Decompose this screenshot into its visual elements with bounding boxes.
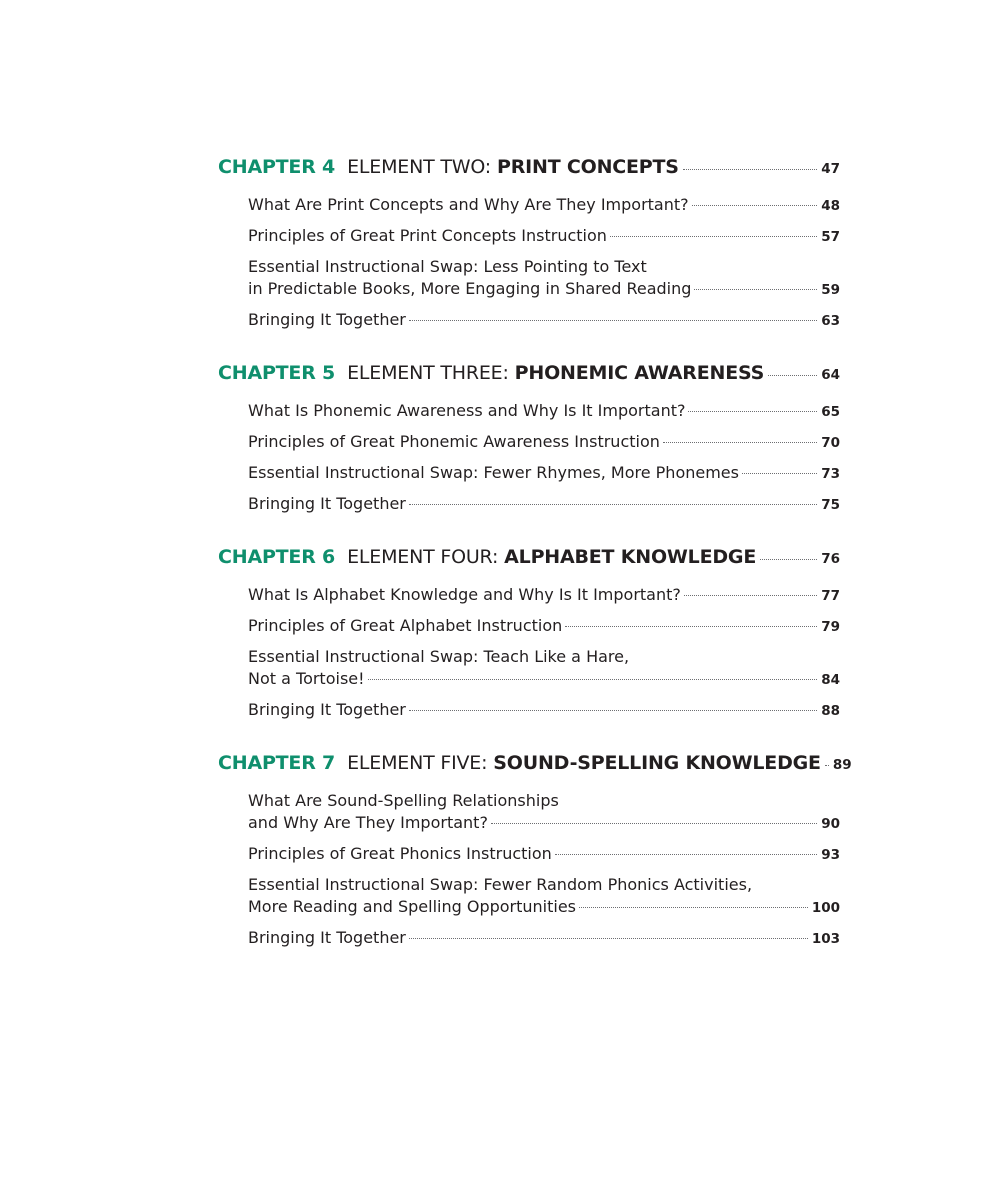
page-number: 76 (821, 551, 840, 567)
toc-entry[interactable] (248, 927, 840, 950)
entry-title: Essential Instructional Swap: Fewer Rhymes, More Phonemes (248, 463, 739, 482)
page-number: 47 (821, 161, 840, 177)
chapter-title: ALPHABET KNOWLEDGE (504, 546, 757, 568)
page-number: 79 (821, 619, 840, 635)
toc-entry[interactable] (248, 874, 840, 919)
chapter-title: SOUND-SPELLING KNOWLEDGE (493, 752, 821, 774)
chapter-element-label: ELEMENT FIVE: (347, 752, 488, 774)
page-number: 90 (821, 816, 840, 832)
chapter-5 (218, 362, 840, 516)
table-of-contents (218, 156, 852, 980)
chapter-number: CHAPTER 7 (218, 752, 336, 774)
page-number: 65 (821, 404, 840, 420)
page-number: 100 (811, 900, 840, 916)
entry-title: Bringing It Together (248, 700, 406, 719)
entry-title: What Is Phonemic Awareness and Why Is It Important? (248, 401, 686, 420)
dot-leader (409, 938, 808, 939)
chapter-4 (218, 156, 840, 332)
entry-title: and Why Are They Important? (248, 813, 488, 832)
dot-leader (683, 169, 817, 170)
toc-entry[interactable] (248, 699, 840, 722)
dot-leader (409, 710, 817, 711)
dot-leader (742, 473, 817, 474)
dot-leader (694, 289, 817, 290)
toc-entry[interactable] (248, 309, 840, 332)
entry-title: Principles of Great Print Concepts Instruction (248, 226, 607, 245)
dot-leader (579, 907, 808, 908)
toc-entry[interactable] (248, 225, 840, 248)
page-number: 59 (821, 282, 840, 298)
dot-leader (684, 595, 817, 596)
page-number: 77 (821, 588, 840, 604)
dot-leader (368, 679, 818, 680)
entry-title-line-1: Essential Instructional Swap: Fewer Random Phonics Activities, (248, 875, 753, 894)
entry-title: in Predictable Books, More Engaging in Shared Reading (248, 279, 692, 298)
page-number: 75 (821, 497, 840, 513)
entry-title: What Is Alphabet Knowledge and Why Is It Important? (248, 585, 681, 604)
chapter-element-label: ELEMENT THREE: (347, 362, 509, 384)
entry-title: Bringing It Together (248, 310, 406, 329)
toc-entry[interactable] (248, 584, 840, 607)
dot-leader (610, 236, 817, 237)
chapter-title: PRINT CONCEPTS (496, 156, 679, 178)
toc-entry[interactable] (248, 462, 840, 485)
page-number: 64 (821, 367, 840, 383)
page-number: 48 (821, 198, 840, 214)
toc-entry[interactable] (248, 194, 840, 217)
chapter-6 (218, 546, 840, 722)
page-number: 93 (821, 847, 840, 863)
dot-leader (409, 320, 817, 321)
entry-title: Principles of Great Phonics Instruction (248, 844, 552, 863)
dot-leader (760, 559, 817, 560)
entry-title: More Reading and Spelling Opportunities (248, 897, 577, 916)
dot-leader (663, 442, 817, 443)
chapter-number: CHAPTER 5 (218, 362, 336, 384)
page-number: 84 (821, 672, 840, 688)
chapter-element-label: ELEMENT FOUR: (347, 546, 499, 568)
chapter-number: CHAPTER 4 (218, 156, 336, 178)
dot-leader (565, 626, 817, 627)
chapter-heading[interactable] (218, 362, 840, 392)
dot-leader (555, 854, 817, 855)
toc-entry[interactable] (248, 646, 840, 691)
dot-leader (688, 411, 817, 412)
entry-title-line-1: What Are Sound-Spelling Relationships (248, 791, 559, 810)
entry-title: Bringing It Together (248, 928, 406, 947)
chapter-heading[interactable] (218, 752, 852, 782)
chapter-heading[interactable] (218, 156, 840, 186)
entry-title: What Are Print Concepts and Why Are They Important? (248, 195, 689, 214)
chapter-number: CHAPTER 6 (218, 546, 336, 568)
toc-entry[interactable] (248, 790, 840, 835)
toc-entry[interactable] (248, 400, 840, 423)
page-number: 57 (821, 229, 840, 245)
entry-title-line-1: Essential Instructional Swap: Less Pointing to Text (248, 257, 647, 276)
dot-leader (409, 504, 817, 505)
dot-leader (768, 375, 817, 376)
dot-leader (491, 823, 817, 824)
page-number: 103 (811, 931, 840, 947)
page-number: 88 (821, 703, 840, 719)
toc-entry[interactable] (248, 615, 840, 638)
entry-title: Bringing It Together (248, 494, 406, 513)
entry-title: Not a Tortoise! (248, 669, 365, 688)
toc-entry[interactable] (248, 843, 840, 866)
entry-title: Principles of Great Alphabet Instruction (248, 616, 563, 635)
chapter-7 (218, 752, 852, 950)
toc-entry[interactable] (248, 256, 840, 301)
entry-title: Principles of Great Phonemic Awareness Instruction (248, 432, 660, 451)
chapter-element-label: ELEMENT TWO: (347, 156, 491, 178)
page-number: 89 (832, 757, 852, 773)
page-number: 73 (821, 466, 840, 482)
page-number: 70 (821, 435, 840, 451)
dot-leader (825, 765, 829, 766)
chapter-heading[interactable] (218, 546, 840, 576)
dot-leader (692, 205, 818, 206)
chapter-title: PHONEMIC AWARENESS (514, 362, 765, 384)
toc-entry[interactable] (248, 431, 840, 454)
entry-title-line-1: Essential Instructional Swap: Teach Like a Hare, (248, 647, 630, 666)
page-number: 63 (821, 313, 840, 329)
toc-entry[interactable] (248, 493, 840, 516)
